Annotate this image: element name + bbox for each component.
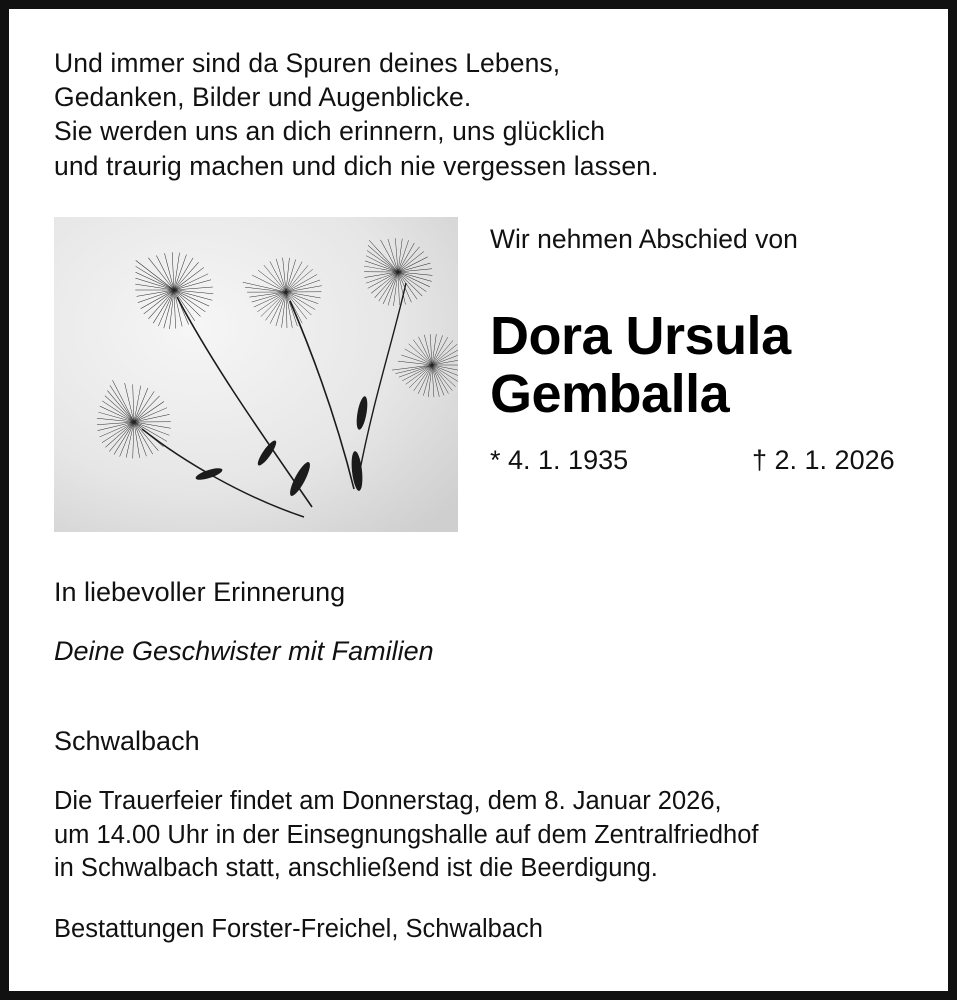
memorial-verse	[54, 46, 909, 183]
deceased-first-names: Dora Ursula	[490, 305, 791, 366]
obituary-inner-frame	[9, 9, 948, 991]
verse-line-1: Und immer sind da Spuren deines Lebens,	[54, 48, 561, 78]
undertaker-line: Bestattungen Forster-Freichel, Schwalbach	[54, 914, 543, 943]
verse-line-4: und traurig machen und dich nie vergessen lassen.	[54, 150, 659, 181]
announcement-text: Wir nehmen Abschied von	[490, 223, 798, 254]
memory-line: In liebevoller Erinnerung	[54, 576, 346, 607]
verse-line-3: Sie werden uns an dich erinnern, uns glücklich	[54, 116, 606, 147]
family-line: Deine Geschwister mit Familien	[54, 636, 434, 667]
deceased-name	[490, 305, 909, 424]
verse-line-2: Gedanken, Bilder und Augenblicke.	[54, 82, 472, 113]
lower-text-block	[54, 576, 909, 946]
dandelion-seeds-photo	[54, 217, 458, 532]
service-line-2: um 14.00 Uhr in der Einsegnungshalle auf dem Zentralfriedhof	[54, 820, 759, 849]
deceased-surname: Gemballa	[490, 363, 730, 424]
birth-date: * 4. 1. 1935	[490, 445, 629, 476]
life-dates	[490, 445, 909, 476]
dandelion-illustration	[54, 217, 458, 532]
name-block	[458, 217, 909, 477]
death-date: † 2. 1. 2026	[752, 445, 895, 476]
city-line: Schwalbach	[54, 726, 200, 757]
photo-and-name-row	[48, 217, 909, 532]
service-line-3: in Schwalbach statt, anschließend ist die Beerdigung.	[54, 854, 658, 883]
funeral-service-details	[54, 785, 909, 886]
service-line-1: Die Trauerfeier findet am Donnerstag, dem 8. Januar 2026,	[54, 786, 722, 815]
